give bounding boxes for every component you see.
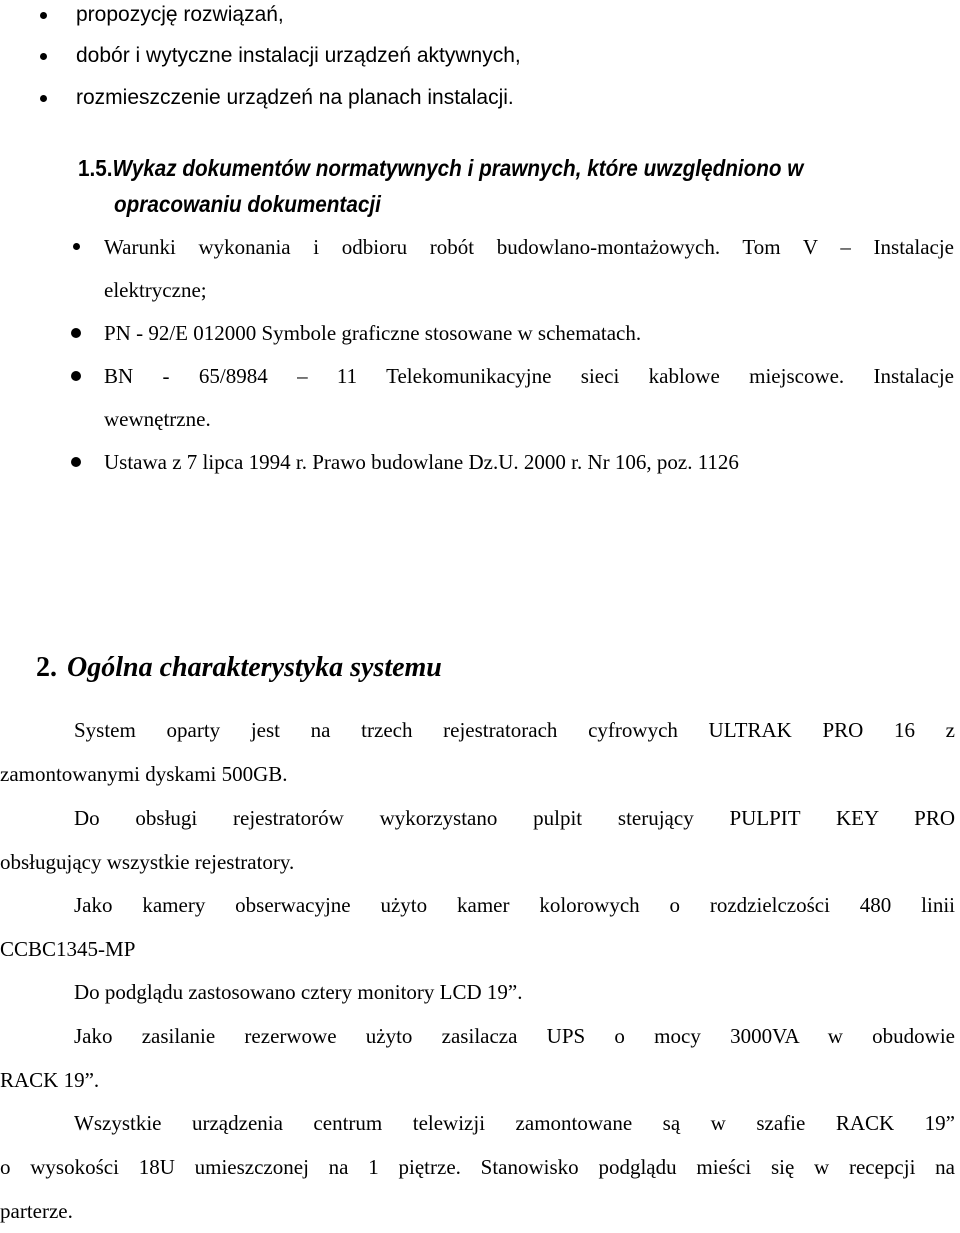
bullet-icon: [71, 328, 81, 338]
paragraph-first-line: System oparty jest na trzech rejestratorach cyfrowych ULTRAK PRO 16 z: [74, 718, 955, 742]
paragraph-first-line: Jako zasilanie rezerwowe użyto zasilacza UPS o mocy 3000VA w obudowie: [74, 1024, 955, 1048]
paragraph: [0, 1014, 955, 1102]
paragraph-rest: CCBC1345-MP: [0, 937, 136, 961]
paragraph-rest: RACK 19”.: [0, 1068, 100, 1092]
paragraph-first-line: Wszystkie urządzenia centrum telewizji zamontowane są w szafie RACK 19”: [74, 1111, 955, 1135]
list-item: [76, 43, 521, 69]
documents-list: [104, 234, 954, 492]
section-heading-1-5: [78, 150, 843, 222]
section-title-line2: opracowaniu dokumentacji: [114, 191, 381, 217]
list-item-text: dobór i wytyczne instalacji urządzeń aktywnych,: [76, 44, 521, 67]
list-item-line2: elektryczne;: [104, 278, 207, 302]
list-item: [104, 449, 954, 492]
list-item: [104, 320, 954, 363]
list-item: [104, 363, 954, 449]
paragraph-rest: parterze.: [0, 1199, 73, 1223]
paragraph-rest: obsługujący wszystkie rejestratory.: [0, 850, 295, 874]
paragraph-first-line: Jako kamery obserwacyjne użyto kamer kolorowych o rozdzielczości 480 linii: [74, 893, 955, 917]
bullet-icon: [40, 12, 47, 19]
list-item: [104, 234, 954, 320]
paragraph: [0, 708, 955, 796]
list-item-line1: BN - 65/8984 – 11 Telekomunikacyjne sieci kablowe miejscowe. Instalacje: [104, 364, 954, 388]
bullet-icon: [40, 53, 47, 60]
list-item: [76, 85, 514, 111]
section-number: 2.: [36, 652, 57, 683]
section-heading-2: [36, 652, 442, 684]
paragraph-rest: zamontowanymi dyskami 500GB.: [0, 762, 288, 786]
list-item-text: propozycję rozwiązań,: [76, 3, 284, 26]
section-number: 1.5.: [78, 155, 113, 181]
paragraph-first-line: Do podglądu zastosowano cztery monitory LCD 19”.: [74, 980, 523, 1004]
list-item-line2: wewnętrzne.: [104, 407, 211, 431]
list-item-line1: Ustawa z 7 lipca 1994 r. Prawo budowlane Dz.U. 2000 r. Nr 106, poz. 1126: [104, 450, 739, 474]
bullet-icon: [40, 95, 47, 102]
list-item-line1: PN - 92/E 012000 Symbole graficzne stosowane w schematach.: [104, 321, 642, 345]
bullet-icon: [71, 371, 81, 381]
paragraph: [0, 970, 955, 1014]
paragraph-rest: o wysokości 18U umieszczonej na 1 piętrze. Stanowisko podglądu mieści się w recepcji na: [0, 1155, 955, 1179]
paragraph: [0, 796, 955, 884]
section-title: Ogólna charakterystyka systemu: [67, 652, 442, 683]
bullet-icon: [71, 457, 81, 467]
list-item-line1: Warunki wykonania i odbioru robót budowlano-montażowych. Tom V – Instalacje: [104, 235, 954, 259]
section-title-line1: Wykaz dokumentów normatywnych i prawnych, które uwzględniono w: [112, 155, 804, 181]
bullet-icon: [73, 243, 80, 250]
paragraph-first-line: Do obsługi rejestratorów wykorzystano pulpit sterujący PULPIT KEY PRO: [74, 806, 955, 830]
paragraph: [0, 1101, 955, 1233]
list-item-text: rozmieszczenie urządzeń na planach instalacji.: [76, 86, 514, 109]
paragraph: [0, 883, 955, 971]
list-item: [76, 2, 284, 28]
